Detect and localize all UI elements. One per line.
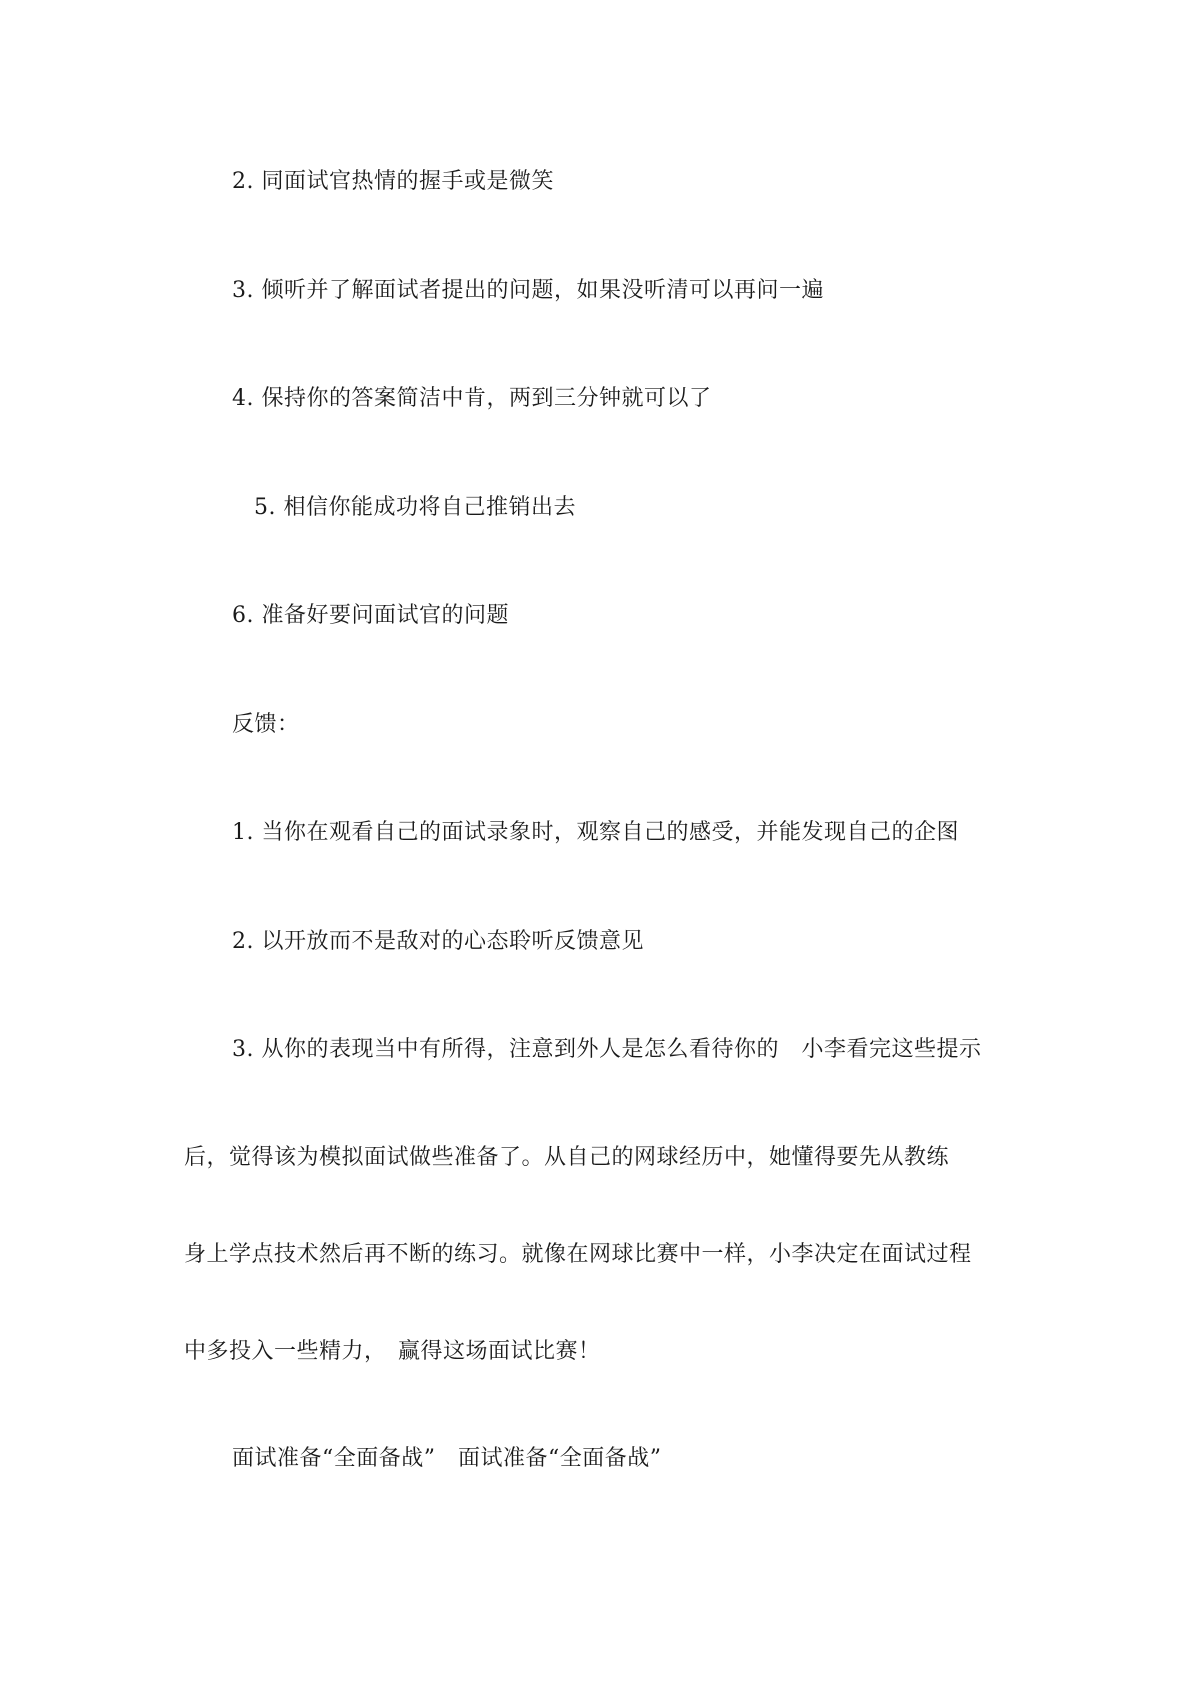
tip-item-5: 5. 相信你能成功将自己推销出去: [254, 495, 576, 520]
footer-title: 面试准备“全面备战” 面试准备“全面备战”: [232, 1446, 662, 1471]
feedback-item-2: 2. 以开放而不是敌对的心态聆听反馈意见: [232, 929, 644, 954]
tip-item-6: 6. 准备好要问面试官的问题: [232, 603, 509, 628]
paragraph-line-2: 后，觉得该为模拟面试做些准备了。从自己的网球经历中，她懂得要先从教练: [184, 1145, 950, 1170]
tip-item-3: 3. 倾听并了解面试者提出的问题，如果没听清可以再问一遍: [232, 278, 824, 303]
paragraph-line-3: 身上学点技术然后再不断的练习。就像在网球比赛中一样，小李决定在面试过程: [184, 1242, 972, 1267]
feedback-item-1: 1. 当你在观看自己的面试录象时，观察自己的感受，并能发现自己的企图: [232, 820, 959, 845]
feedback-heading: 反馈：: [232, 712, 300, 737]
tip-item-2: 2. 同面试官热情的握手或是微笑: [232, 169, 554, 194]
paragraph-line-1: 3. 从你的表现当中有所得，注意到外人是怎么看待你的 小李看完这些提示: [232, 1037, 982, 1062]
tip-item-4: 4. 保持你的答案简洁中肯，两到三分钟就可以了: [232, 386, 712, 411]
paragraph-line-4: 中多投入一些精力， 赢得这场面试比赛！: [184, 1339, 601, 1364]
